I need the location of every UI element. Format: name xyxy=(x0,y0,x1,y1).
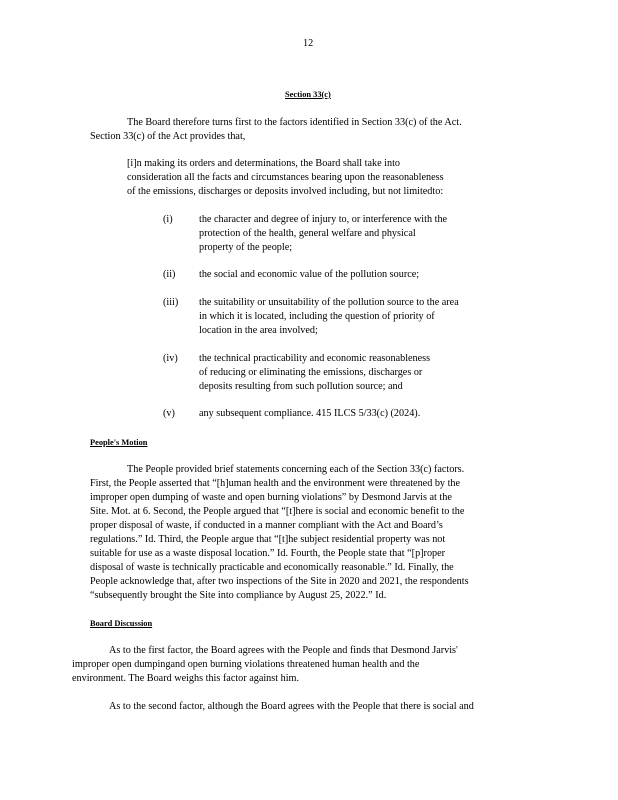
quote-line-2: consideration all the facts and circumstances bearing upon the reasonableness xyxy=(127,172,444,183)
intro-line-1: The Board therefore turns first to the factors identified in Section 33(c) of the Act. xyxy=(127,117,462,128)
motion-line-9: People acknowledge that, after two inspections of the Site in 2020 and 2021, the respondents xyxy=(90,576,469,587)
motion-line-1: The People provided brief statements concerning each of the Section 33(c) factors. xyxy=(127,464,465,475)
list-item-v-line-1: any subsequent compliance. 415 ILCS 5/33(c) (2024). xyxy=(199,408,421,419)
motion-line-5: proper disposal of waste, if conducted in a manner compliant with the Act and Board’s xyxy=(90,520,443,531)
motion-line-2: First, the People asserted that “[h]uman health and the environment were threatened by the xyxy=(90,478,461,489)
list-num-i: (i) xyxy=(163,214,173,225)
list-item-i-line-3: property of the people; xyxy=(199,242,293,253)
list-item-i-line-2: protection of the health, general welfare and physical xyxy=(199,228,416,239)
intro-line-2: Section 33(c) of the Act provides that, xyxy=(90,131,246,142)
list-item-iii-line-1: the suitability or unsuitability of the pollution source to the area xyxy=(199,297,459,308)
motion-line-8: disposal of waste is technically practicable and economically reasonable.” Id. Finally, the xyxy=(90,562,454,573)
list-num-v: (v) xyxy=(163,408,175,419)
board-para1-line-2: improper open dumpingand open burning violations threatened human health and the xyxy=(72,659,420,670)
list-item-i-line-1: the character and degree of injury to, or interference with the xyxy=(199,214,448,225)
section-heading: Section 33(c) xyxy=(285,90,331,99)
motion-line-6: regulations.” Id. Third, the People argue that “[t]he subject residential property was not xyxy=(90,534,446,545)
motion-line-7: suitable for use as a waste disposal location.” Id. Fourth, the People state that “[p]roper xyxy=(90,548,446,559)
board-para1-line-3: environment. The Board weighs this factor against him. xyxy=(72,673,299,684)
board-para1-line-1: As to the first factor, the Board agrees with the People and finds that Desmond Jarvis' xyxy=(109,645,458,656)
page-number: 12 xyxy=(303,38,314,49)
list-item-iv-line-3: deposits resulting from such pollution source; and xyxy=(199,381,403,392)
list-item-iv-line-1: the technical practicability and economic reasonableness xyxy=(199,353,431,364)
list-item-ii-line-1: the social and economic value of the pollution source; xyxy=(199,269,420,280)
list-num-ii: (ii) xyxy=(163,269,176,280)
board-para2-line-1: As to the second factor, although the Board agrees with the People that there is social and xyxy=(109,701,474,712)
list-item-iii-line-3: location in the area involved; xyxy=(199,325,318,336)
peoples-motion-heading: People's Motion xyxy=(90,438,148,447)
motion-line-10: “subsequently brought the Site into compliance by August 25, 2022.” Id. xyxy=(90,590,387,601)
board-discussion-heading: Board Discussion xyxy=(90,619,153,628)
quote-line-3: of the emissions, discharges or deposits involved including, but not limitedto: xyxy=(127,186,444,197)
quote-line-1: [i]n making its orders and determinations, the Board shall take into xyxy=(127,158,401,169)
motion-line-4: Site. Mot. at 6. Second, the People argued that “[t]here is social and economic benefit to the xyxy=(90,506,465,517)
motion-line-3: improper open dumping of waste and open burning violations” by Desmond Jarvis at the xyxy=(90,492,452,503)
list-num-iii: (iii) xyxy=(163,297,179,308)
list-num-iv: (iv) xyxy=(163,353,178,364)
list-item-iii-line-2: in which it is located, including the question of priority of xyxy=(199,311,435,322)
list-item-iv-line-2: of reducing or eliminating the emissions, discharges or xyxy=(199,367,423,378)
